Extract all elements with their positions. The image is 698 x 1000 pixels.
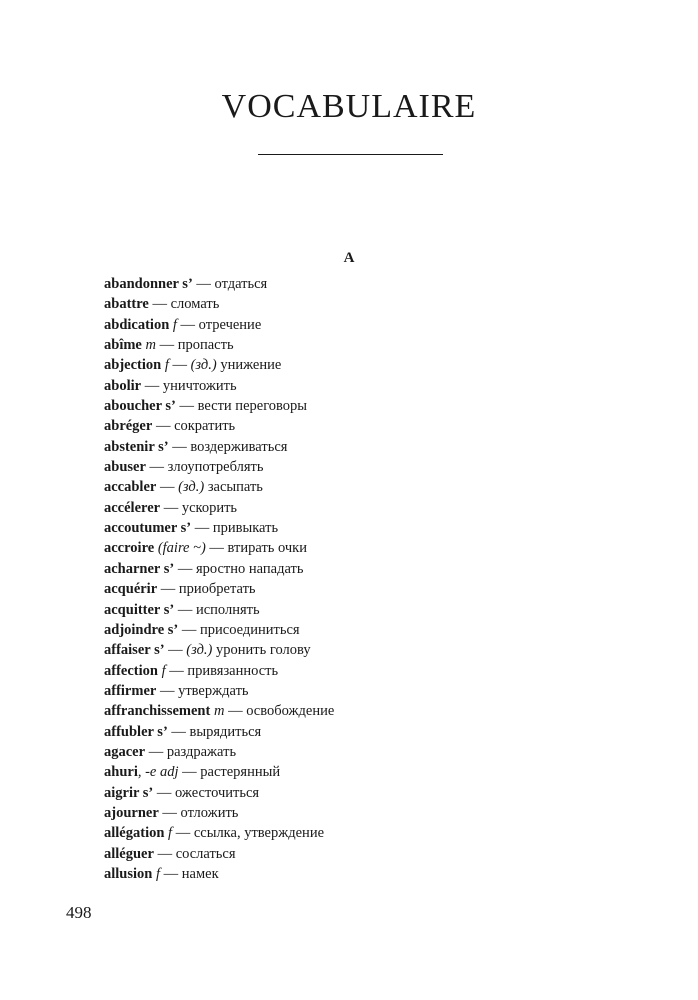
translation: вырядиться [189,723,262,740]
headword: abîme [104,337,142,354]
headword: alléguer [104,845,154,862]
headword: agacer [104,743,146,760]
entry-dash: — [192,276,215,292]
translation: отложить [180,804,239,821]
headword: affaiser s’ [104,642,165,659]
entry-dash: — [155,337,178,354]
vocabulary-entry [104,355,334,375]
headword: adjoindre s’ [104,621,179,638]
translation: присоединиться [200,621,300,638]
headword: abdication [104,316,170,333]
headword: aigrir s’ [104,784,154,801]
vocabulary-entry [104,803,334,823]
entry-dash: — [145,459,168,476]
headword: acharner s’ [104,560,175,577]
entry-dash: — [160,499,182,516]
headword: affirmer [104,682,157,699]
entry-dash: — [174,560,196,577]
headword: aboucher s’ [104,398,176,415]
vocabulary-entry [104,437,334,457]
vocabulary-entry [104,742,334,762]
translation: сломать [170,296,220,313]
usage-note: (зд.) [190,357,221,374]
vocabulary-entry [104,722,334,742]
grammar-note: m [141,337,156,354]
grammar-note: f [169,316,177,333]
entry-dash: — [153,784,176,801]
grammar-note: m [210,703,225,720]
headword: abjection [104,357,162,374]
usage-note: (зд.) [186,642,217,659]
entry-dash: — [178,764,201,781]
headword: abuser [104,459,146,476]
headword: abandonner s’ [104,276,193,292]
grammar-note: , -e adj [137,764,179,781]
page-number: 498 [66,903,92,922]
vocabulary-entry [104,294,334,314]
vocabulary-entry [104,620,334,640]
translation: отдаться [214,276,268,292]
headword: acquitter s’ [104,601,175,618]
translation: утверждать [178,682,249,699]
headword: abattre [104,296,149,313]
vocabulary-entry [104,416,334,436]
entry-dash: — [165,662,188,679]
translation: воздерживаться [190,438,288,455]
translation: вести переговоры [197,398,308,415]
headword: acquérir [104,581,158,598]
translation: отречение [198,316,262,333]
entry-dash: — [178,621,201,638]
vocabulary-entry [104,457,334,477]
vocabulary-entry [104,559,334,579]
headword: affubler s’ [104,723,168,740]
headword: accroire [104,540,155,557]
vocabulary-entry [104,661,334,681]
vocabulary-entry [104,315,334,335]
vocabulary-entry [104,396,334,416]
headword: abréger [104,418,153,435]
entry-dash: — [164,642,187,659]
vocabulary-entry [104,783,334,803]
entry-dash: — [176,316,199,333]
translation: раздражать [166,743,237,760]
vocabulary-entry [104,823,334,843]
vocabulary-entry [104,376,334,396]
vocabulary-entry [104,762,334,782]
entry-dash: — [145,743,167,760]
entry-dash: — [160,865,182,882]
vocabulary-entry [104,579,334,599]
vocabulary-entry [104,701,334,721]
translation: привыкать [212,520,279,537]
vocabulary-entry [104,498,334,518]
entry-dash: — [158,804,181,821]
entry-dash: — [156,682,179,699]
translation: пропасть [177,337,234,354]
entry-dash: — [148,296,171,313]
translation: сократить [174,418,236,435]
vocabulary-entry [104,681,334,701]
headword: affranchissement [104,703,211,720]
vocabulary-entry [104,640,334,660]
translation: уничтожить [162,377,237,394]
section-letter: A [343,250,355,266]
translation: освобождение [246,703,335,720]
vocabulary-entry [104,600,334,620]
headword: accoutumer s’ [104,520,192,537]
headword: abstenir s’ [104,438,169,455]
entry-dash: — [153,845,176,862]
translation: засыпать [207,479,263,496]
headword: ahuri [104,764,138,781]
translation: яростно нападать [195,560,304,577]
vocabulary-entry [104,477,334,497]
translation: приобретать [178,581,256,598]
translation: злоупотреблять [167,459,264,476]
translation: унижение [220,357,282,374]
headword: accabler [104,479,157,496]
translation: сослаться [175,845,236,862]
usage-note: (зд.) [178,479,208,496]
vocabulary-entry [104,844,334,864]
headword: ajourner [104,804,159,821]
page-title: VOCABULAIRE [221,88,477,125]
entry-dash: — [205,540,228,557]
translation: намек [181,865,219,882]
entry-dash: — [168,438,191,455]
entry-dash: — [172,825,194,842]
title-divider [258,154,443,155]
entry-dash: — [141,377,163,394]
headword: allusion [104,865,153,882]
vocabulary-entry [104,335,334,355]
headword: allégation [104,825,165,842]
grammar-note: f [164,825,173,842]
entry-dash: — [156,479,179,496]
vocabulary-entry [104,274,334,294]
vocabulary-list [104,274,334,884]
entry-dash: — [167,723,190,740]
entry-dash: — [168,357,191,374]
entry-dash: — [174,601,196,618]
translation: ускорить [181,499,238,516]
grammar-note: (faire ~) [154,540,206,557]
translation: ожесточиться [175,784,260,801]
entry-dash: — [191,520,213,537]
headword: abolir [104,377,142,394]
vocabulary-entry [104,538,334,558]
entry-dash: — [152,418,175,435]
translation: уронить голову [216,642,311,659]
entry-dash: — [157,581,179,598]
translation: растерянный [200,764,281,781]
grammar-note: f [161,357,169,374]
headword: accélerer [104,499,161,516]
entry-dash: — [224,703,247,720]
grammar-note: f [157,662,166,679]
vocabulary-entry [104,518,334,538]
translation: исполнять [195,601,260,618]
grammar-note: f [152,865,161,882]
vocabulary-entry [104,864,334,884]
headword: affection [104,662,158,679]
translation: втирать очки [227,540,307,557]
entry-dash: — [175,398,198,415]
translation: ссылка, утверждение [193,825,325,842]
translation: привязанность [187,662,279,679]
